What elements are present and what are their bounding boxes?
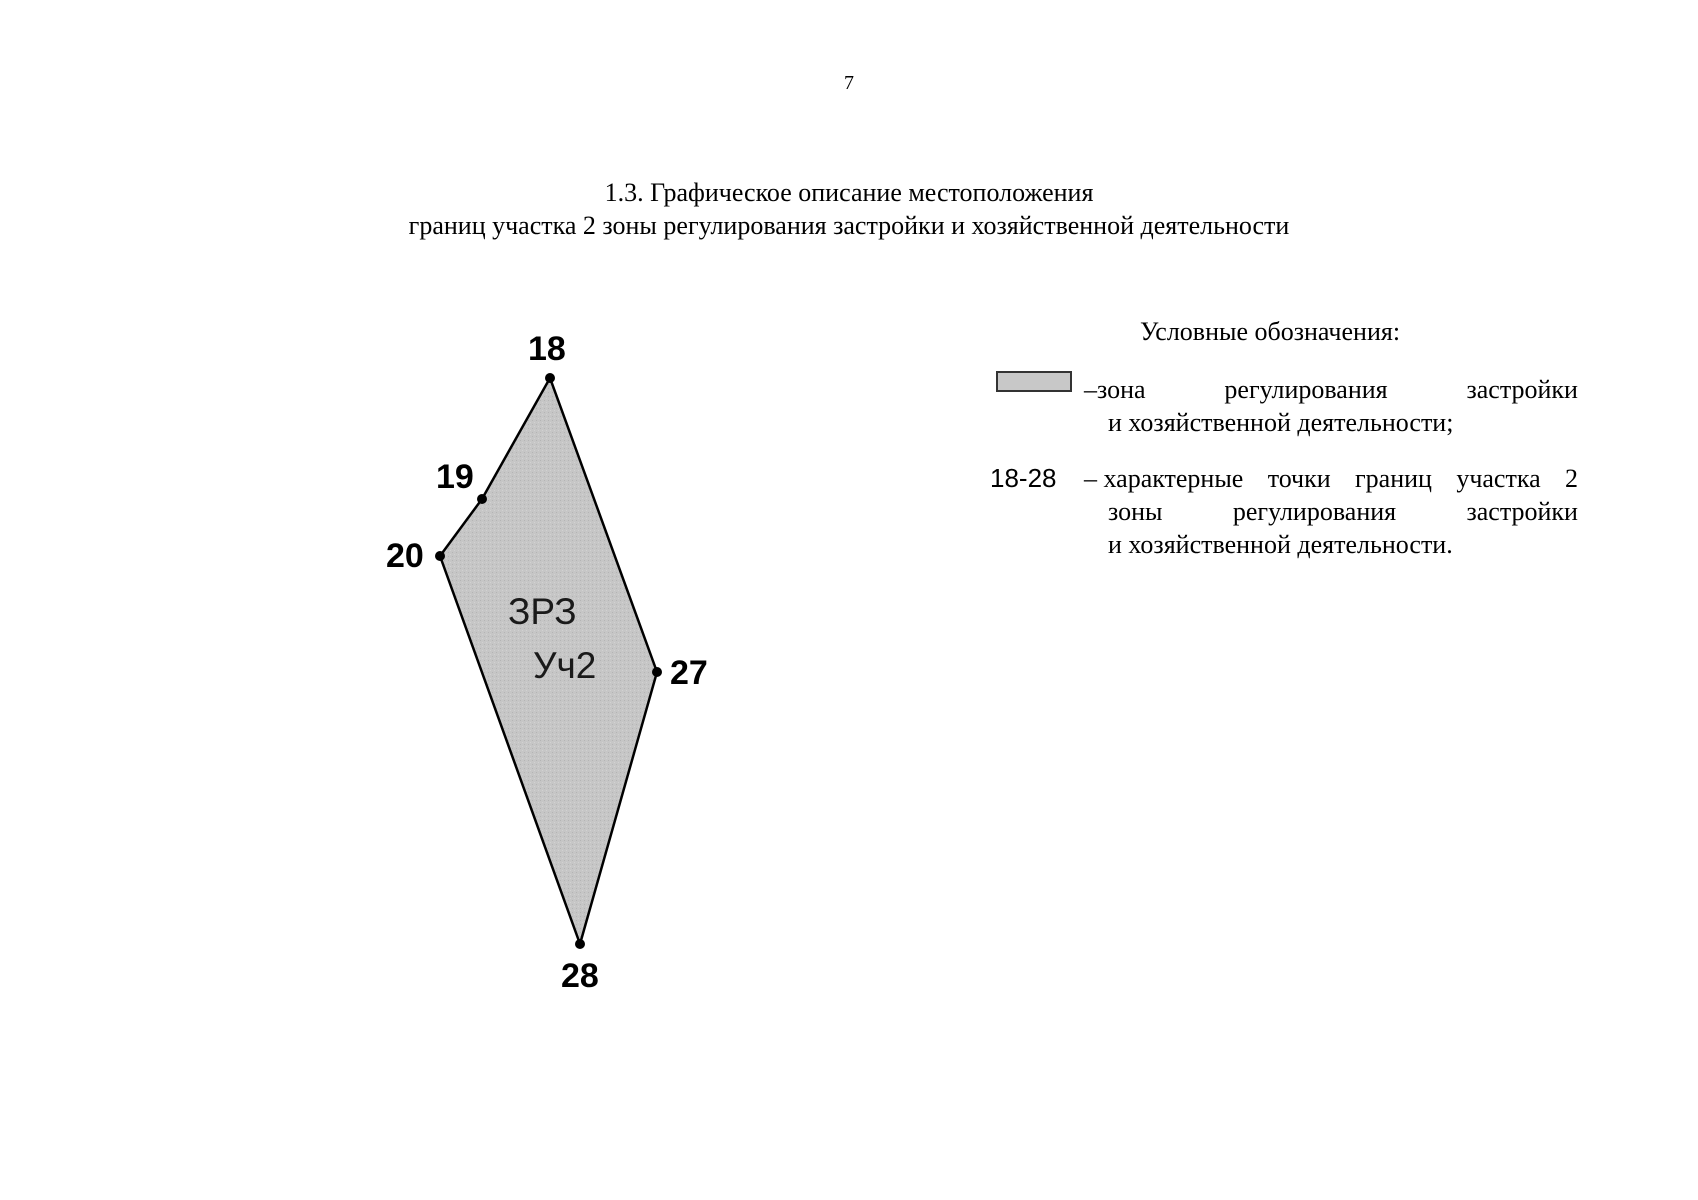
legend-item-zone-line-1 <box>1084 373 1578 406</box>
title-line-1: 1.3. Графическое описание местоположения <box>604 178 1094 207</box>
legend-word: – характерные <box>1084 464 1244 493</box>
legend-word: –зона <box>1084 375 1146 404</box>
legend-word: застройки <box>1466 375 1578 404</box>
legend-item-points-line-1 <box>1084 462 1578 495</box>
legend-word: регулирования <box>1224 375 1388 404</box>
legend-word: зоны <box>1108 497 1163 526</box>
boundary-point-18 <box>545 373 555 383</box>
boundary-point-28 <box>575 939 585 949</box>
legend-item-points-line-2 <box>1084 495 1578 528</box>
legend-item-points-line-3 <box>1084 528 1578 561</box>
legend-text-span: и хозяйственной деятельности; <box>1108 408 1454 437</box>
legend-text-span: и хозяйственной деятельности. <box>1108 530 1453 559</box>
zone-label-zrz: ЗРЗ <box>508 591 577 632</box>
legend-word: участка <box>1456 464 1541 493</box>
legend-item-zone <box>1084 373 1578 439</box>
point-label-18: 18 <box>528 330 566 368</box>
point-label-27: 27 <box>670 654 708 692</box>
legend-zone-swatch <box>996 371 1072 392</box>
legend-word: границ <box>1355 464 1432 493</box>
legend-word: точки <box>1267 464 1331 493</box>
boundary-point-20 <box>435 551 445 561</box>
point-label-19: 19 <box>436 458 474 496</box>
boundary-point-19 <box>477 494 487 504</box>
legend-word: 2 <box>1564 464 1578 493</box>
title-line-2: границ участка 2 зоны регулирования застройки и хозяйственной деятельности <box>408 211 1290 240</box>
boundary-point-27 <box>652 667 662 677</box>
point-label-28: 28 <box>561 957 599 995</box>
legend-item-zone-line-2 <box>1084 406 1578 439</box>
page-number: 7 <box>844 72 854 94</box>
point-label-20: 20 <box>386 537 424 575</box>
legend-word: застройки <box>1466 497 1578 526</box>
legend-points-code: 18-28 <box>990 463 1057 493</box>
legend-item-points <box>1084 462 1578 561</box>
zone-label-uch2: Уч2 <box>533 645 597 686</box>
legend-word: регулирования <box>1232 497 1397 526</box>
legend-title: Условные обозначения: <box>1140 317 1401 346</box>
